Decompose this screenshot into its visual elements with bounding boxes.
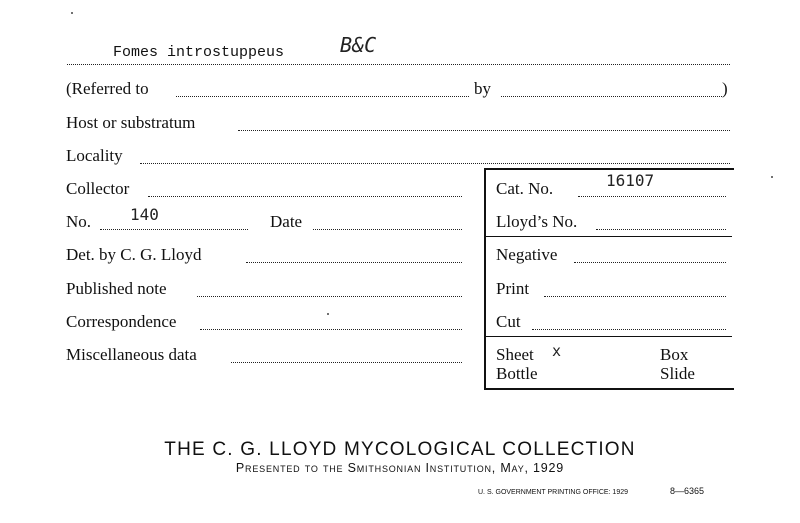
cat-no-label: Cat. No. [496,179,554,198]
published-line [197,296,462,297]
print-speck [327,313,329,315]
specimen-name: Fomes introstuppeus [113,44,285,61]
catalog-divider [484,236,732,237]
referred-to-line [176,96,469,97]
misc-label: Miscellaneous data [66,345,197,364]
negative-line [574,262,726,263]
print-speck [71,12,73,14]
author-mark: B&C [340,33,377,57]
locality-line [140,163,730,164]
cut-label: Cut [496,312,521,331]
date-label: Date [270,212,303,231]
collector-line [148,196,462,197]
name-line [67,64,730,65]
no-line [100,229,248,230]
print-label: Print [496,279,530,298]
det-by-line [246,262,462,263]
catalog-divider [484,336,732,337]
sheet-label: Sheet [496,345,534,364]
host-line [238,130,730,131]
collection-subtitle: Presented to the Smithsonian Institution, May, 1929 [235,461,565,475]
close-paren: ) [722,79,728,98]
no-label: No. [66,212,92,231]
lloyds-no-line [596,229,726,230]
published-label: Published note [66,279,167,298]
by-line [501,96,722,97]
referred-to-label: (Referred to [66,79,149,98]
sheet-mark: x [552,342,562,360]
collection-title: THE C. G. LLOYD MYCOLOGICAL COLLECTION [164,439,636,460]
correspondence-line [200,329,462,330]
negative-label: Negative [496,245,558,264]
print-line [544,296,726,297]
no-value: 140 [130,205,159,224]
det-by-label: Det. by C. G. Lloyd [66,245,202,264]
cat-no-line [578,196,726,197]
host-label: Host or substratum [66,113,196,132]
bottle-label: Bottle [496,364,538,383]
slide-label: Slide [660,364,695,383]
form-number: 8—6365 [670,486,705,496]
print-speck [771,176,773,178]
collector-label: Collector [66,179,130,198]
box-label: Box [660,345,689,364]
cat-no-value: 16107 [606,171,655,190]
printer-note: U. S. GOVERNMENT PRINTING OFFICE: 1929 [478,489,629,496]
cut-line [532,329,726,330]
correspondence-label: Correspondence [66,312,177,331]
locality-label: Locality [66,146,123,165]
lloyds-no-label: Lloyd’s No. [496,212,578,231]
misc-line [231,362,462,363]
date-line [313,229,462,230]
by-label: by [474,79,491,98]
